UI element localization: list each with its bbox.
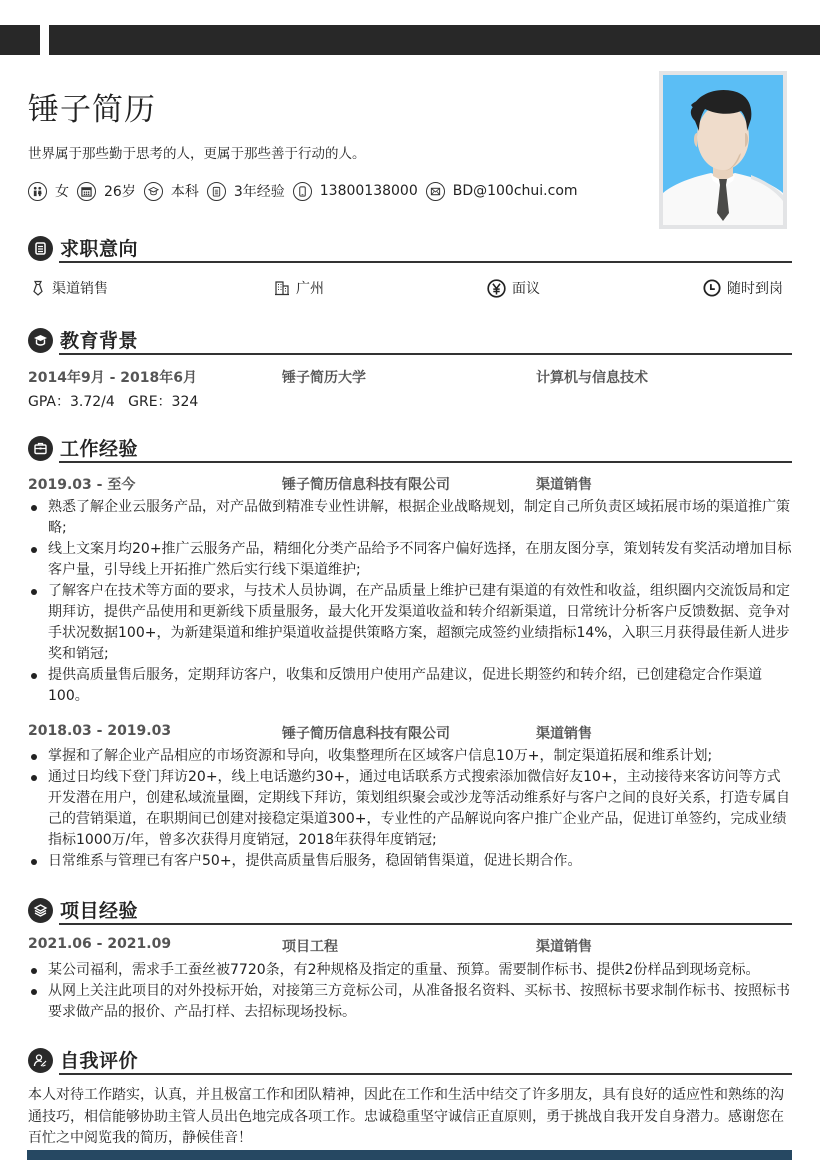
motto: 世界属于那些勤于思考的人，更属于那些善于行动的人。 [28, 146, 366, 162]
intent-availability-value: 随时到岗 [727, 281, 783, 297]
list-item: 从网上关注此项目的对外投标开始，对接第三方竞标公司，从准备报名资料、买标书、按照标书要求制作标书、按照标书要求做产品的报价、产品打样、去招标现场投标。 [28, 981, 794, 1023]
phone-icon [293, 182, 312, 201]
info-experience-value: 3年经验 [233, 184, 285, 200]
info-age-value: 26岁 [104, 184, 136, 200]
section-divider [59, 261, 792, 263]
calendar-icon [77, 182, 96, 201]
avatar [663, 75, 783, 225]
work-period: 2018.03 - 2019.03 [28, 723, 172, 739]
list-item: 熟悉了解企业云服务产品，对产品做到精准专业性讲解，根据企业战略规划，制定自己所负责区域拓展市场的渠道推广策略; [28, 497, 794, 539]
intent-availability [703, 278, 783, 298]
graduation-icon [144, 182, 163, 201]
section-divider [59, 461, 792, 463]
work-bullets [28, 746, 794, 872]
profile-photo [659, 71, 787, 229]
info-age [77, 181, 136, 201]
info-gender [28, 181, 69, 201]
work-company: 锤子简历信息科技有限公司 [282, 477, 450, 493]
info-phone [293, 182, 418, 201]
project-role: 渠道销售 [536, 939, 592, 955]
project-entry-header [28, 936, 792, 956]
intent-position [30, 278, 108, 298]
section-self-evaluation [28, 1046, 792, 1076]
section-title: 求职意向 [60, 238, 139, 260]
section-divider [59, 1073, 792, 1075]
briefcase-icon [28, 436, 53, 461]
work-company: 锤子简历信息科技有限公司 [282, 726, 450, 742]
list-item: 某公司福利，需求手工蚕丝被7720条，有2种规格及指定的重量、预算。需要制作标书、提供2份样品到现场竞标。 [28, 960, 794, 981]
section-divider [59, 353, 792, 355]
section-job-intent [28, 234, 792, 264]
section-divider [59, 923, 792, 925]
info-experience [207, 181, 285, 201]
self-evaluation-text: 本人对待工作踏实，认真，并且极富工作和团队精神，因此在工作和生活中结交了许多朋友，具有良好的适应性和熟练的沟通技巧，相信能够协助主管人员出色地完成各项工作。忠诚稳重坚守诚信正直原则，勇于挑战自我开发自身潜力。感谢您在百忙之中阅览我的简历，静候佳音！ [28, 1087, 784, 1146]
education-scores: GPA：3.72/4 GRE：324 [28, 394, 199, 410]
education-period: 2014年9月 - 2018年6月 [28, 370, 197, 386]
work-role: 渠道销售 [536, 477, 592, 493]
bottom-accent-bar [27, 1150, 792, 1160]
list-item: 通过日均线下登门拜访20+，线上电话邀约30+，通过电话联系方式搜索添加微信好友10+，主动接待来客访问等方式开发潜在用户，创建私域流量圈，定期线下拜访，策划组织聚会或沙龙等活动维系好与客户之间的良好关系，打造专属自己的营销渠道，在职期间已创建对接稳定渠道300+，专业性的产品解说向客户推广企业产品，促进订单签约，完成业绩指标1000万/年，曾多次获得月度销冠，2018年获得年度销冠; [28, 767, 794, 851]
education-entry-header [28, 367, 792, 387]
intent-salary [487, 278, 540, 298]
project-bullets [28, 960, 794, 1023]
section-title: 工作经验 [60, 438, 139, 460]
resume-name: 锤子简历 [28, 92, 156, 128]
info-degree-value: 本科 [170, 184, 199, 200]
top-accent-block [0, 25, 40, 55]
list-item: 线上文案月均20+推广云服务产品，精细化分类产品给予不同客户偏好选择，在朋友图分享，策划转发有奖活动增加目标客户量，引导线上开拓推广然后实行线下渠道维护; [28, 539, 794, 581]
list-item: 提供高质量售后服务，定期拜访客户，收集和反馈用户使用产品建议，促进长期签约和转介绍，已创建稳定合作渠道100。 [28, 665, 794, 707]
info-email-value: BD@100chui.com [452, 183, 578, 199]
section-title: 教育背景 [60, 330, 139, 352]
list-item: 了解客户在技术等方面的要求，与技术人员协调，在产品质量上维护已建有渠道的有效性和收益，组织圈内交流饭局和定期拜访，提供产品使用和更新线下质量服务，最大化开发渠道收益和转介绍新渠道，日常统计分析客户反馈数据、竞争对手状况数据100+，为新建渠道和维护渠道收益提供策略方案，超额完成签约业绩指标14%，入职三月获得最佳新人进步奖和销冠; [28, 581, 794, 665]
tie-icon [30, 280, 46, 296]
info-email [426, 182, 578, 201]
info-phone-value: 13800138000 [319, 183, 418, 199]
section-work [28, 434, 792, 464]
intent-position-value: 渠道销售 [52, 281, 108, 297]
work-entry-header [28, 723, 792, 743]
work-role: 渠道销售 [536, 726, 592, 742]
info-gender-value: 女 [55, 184, 69, 200]
project-name: 项目工程 [282, 939, 338, 955]
clipboard-icon [28, 236, 53, 261]
list-item: 日常维系与管理已有客户50+，提供高质量售后服务，稳固销售渠道，促进长期合作。 [28, 851, 794, 872]
education-major: 计算机与信息技术 [536, 370, 648, 386]
section-title: 自我评价 [60, 1050, 139, 1072]
personal-info-row [28, 181, 586, 201]
user-edit-icon [28, 1048, 53, 1073]
intent-city-value: 广州 [296, 281, 324, 297]
section-education [28, 326, 792, 356]
education-school: 锤子简历大学 [282, 370, 366, 386]
graduation-cap-icon [28, 328, 53, 353]
yen-icon [487, 279, 506, 298]
work-period: 2019.03 - 至今 [28, 477, 136, 493]
info-degree [144, 181, 199, 201]
section-title: 项目经验 [60, 900, 139, 922]
top-banner-bar [49, 25, 820, 55]
gender-icon [28, 182, 47, 201]
clipboard-icon [207, 182, 226, 201]
building-icon [274, 280, 290, 296]
work-bullets [28, 497, 794, 707]
intent-city [274, 278, 324, 298]
clock-icon [703, 279, 721, 297]
section-project [28, 896, 792, 926]
list-item: 掌握和了解企业产品相应的市场资源和导向，收集整理所在区域客户信息10万+，制定渠道拓展和维系计划; [28, 746, 794, 767]
mail-icon [426, 182, 445, 201]
intent-salary-value: 面议 [512, 281, 540, 297]
project-period: 2021.06 - 2021.09 [28, 936, 172, 952]
work-entry-header [28, 474, 792, 494]
layers-icon [28, 898, 53, 923]
